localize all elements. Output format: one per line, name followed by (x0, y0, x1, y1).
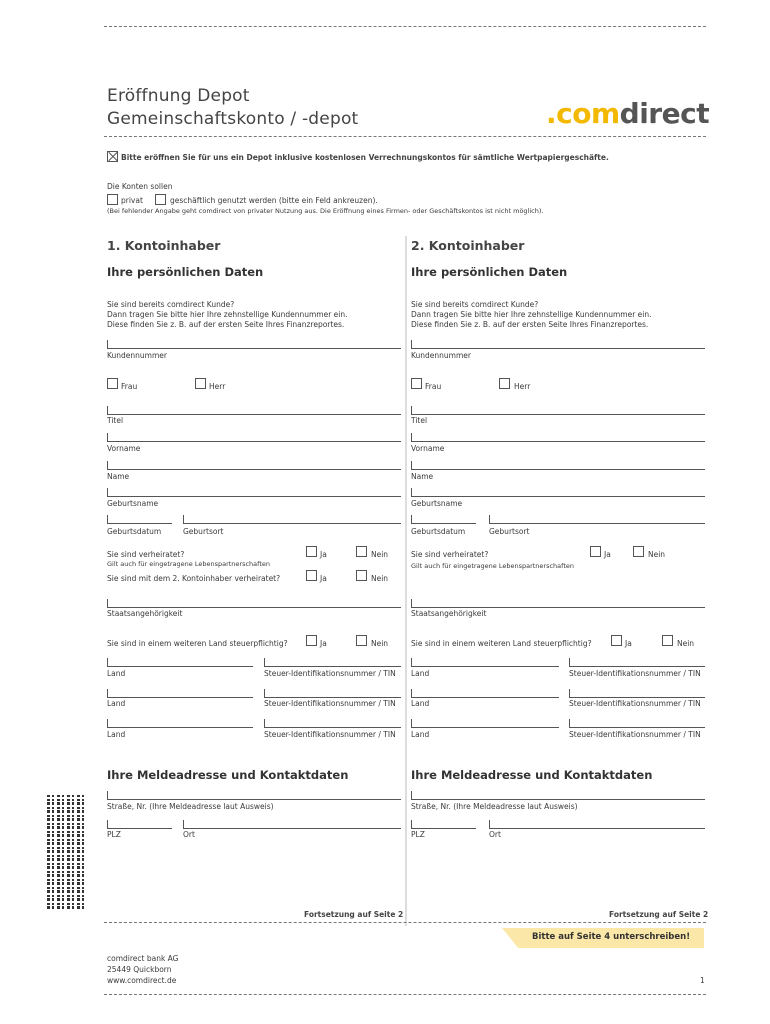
staat-field[interactable] (411, 599, 705, 608)
logo-dot: . (546, 97, 557, 130)
bottom-divider (104, 922, 706, 923)
footer-city: 25449 Quickborn (107, 965, 172, 974)
herr-label: Herr (209, 382, 226, 391)
customer-question: Sie sind bereits comdirect Kunde? (411, 300, 539, 309)
personal-data-heading: Ihre persönlichen Daten (411, 265, 568, 279)
usage-label: Die Konten sollen (107, 182, 173, 191)
staat-field[interactable] (107, 599, 401, 608)
land-field[interactable] (411, 658, 559, 667)
vorname-label: Vorname (107, 444, 141, 453)
plz-field[interactable] (107, 820, 172, 829)
nein-label: Nein (371, 639, 389, 648)
personal-data-heading: Ihre persönlichen Daten (107, 265, 264, 279)
geburtsdatum-field[interactable] (107, 515, 172, 524)
customer-hint: Diese finden Sie z. B. auf der ersten Seite Ihres Finanzreportes. (107, 320, 345, 329)
name-field[interactable] (411, 461, 705, 470)
steuer-question: Sie sind in einem weiteren Land steuerpflichtig? (107, 639, 288, 648)
lebenspartner-note: Gilt auch für eingetragene Lebenspartnerschaften (411, 562, 574, 570)
name-label: Name (107, 472, 130, 481)
vorname-field[interactable] (411, 433, 705, 442)
land-label: Land (107, 669, 126, 678)
geburtsname-field[interactable] (107, 488, 401, 497)
titel-label: Titel (107, 416, 124, 425)
logo-direct: direct (619, 97, 710, 130)
geburtsdatum-field[interactable] (411, 515, 476, 524)
verheiratet-ja-checkbox[interactable] (590, 546, 601, 557)
ja-label: Ja (320, 639, 327, 648)
name-field[interactable] (107, 461, 401, 470)
lebenspartner-note: Gilt auch für eingetragene Lebenspartnerschaften (107, 560, 270, 568)
ort-label: Ort (183, 830, 195, 839)
logo-com: com (556, 97, 620, 130)
strasse-label: Straße, Nr. (Ihre Meldeadresse laut Ausweis) (411, 802, 578, 811)
tin-label: Steuer-Identifikationsnummer / TIN (264, 699, 396, 708)
plz-label: PLZ (107, 830, 121, 839)
datamatrix-code-pattern (47, 795, 85, 909)
frau-label: Frau (121, 382, 138, 391)
tin-label: Steuer-Identifikationsnummer / TIN (264, 730, 396, 739)
strasse-field[interactable] (411, 791, 705, 800)
kundennummer-field[interactable] (107, 340, 401, 349)
land-field[interactable] (411, 689, 559, 698)
land-label: Land (411, 669, 430, 678)
ja-label: Ja (320, 550, 327, 559)
kundennummer-label: Kundennummer (107, 351, 167, 360)
vorname-field[interactable] (107, 433, 401, 442)
privat-checkbox[interactable] (107, 194, 118, 205)
titel-field[interactable] (107, 406, 401, 415)
signature-banner-text: Bitte auf Seite 4 unterschreiben! (532, 932, 691, 942)
nein-label: Nein (648, 550, 666, 559)
plz-field[interactable] (411, 820, 476, 829)
privat-label: privat (121, 196, 143, 205)
tin-label: Steuer-Identifikationsnummer / TIN (569, 669, 701, 678)
customer-instruction: Dann tragen Sie bitte hier Ihre zehnstellige Kundennummer ein. (107, 310, 348, 319)
frau-label: Frau (425, 382, 442, 391)
frau-checkbox[interactable] (411, 378, 422, 389)
ja-label: Ja (625, 639, 632, 648)
geburtsort-field[interactable] (183, 515, 401, 524)
tin-label: Steuer-Identifikationsnummer / TIN (569, 730, 701, 739)
form-title-line2: Gemeinschaftskonto / -depot (107, 109, 359, 129)
holder-1-heading: 1. Kontoinhaber (107, 238, 221, 253)
name-label: Name (411, 472, 434, 481)
verheiratet-nein-checkbox[interactable] (633, 546, 644, 557)
tin-field[interactable] (264, 719, 401, 728)
ja-label: Ja (604, 550, 611, 559)
ort-field[interactable] (489, 820, 705, 829)
business-checkbox[interactable] (155, 194, 166, 205)
strasse-label: Straße, Nr. (Ihre Meldeadresse laut Ausweis) (107, 802, 274, 811)
verheiratet-ja-checkbox[interactable] (306, 546, 317, 557)
geburtsname-label: Geburtsname (411, 499, 463, 508)
geburtsort-label: Geburtsort (489, 527, 530, 536)
nein-label: Nein (677, 639, 695, 648)
comdirect-logo (546, 97, 709, 130)
steuer-question: Sie sind in einem weiteren Land steuerpflichtig? (411, 639, 592, 648)
contact-heading: Ihre Meldeadresse und Kontaktdaten (411, 768, 653, 782)
herr-label: Herr (514, 382, 531, 391)
land-field[interactable] (107, 658, 253, 667)
tin-field[interactable] (264, 689, 401, 698)
land-field[interactable] (107, 719, 253, 728)
steuer-nein-checkbox[interactable] (662, 635, 673, 646)
vorname-label: Vorname (411, 444, 445, 453)
form-title-line1: Eröffnung Depot (107, 86, 250, 106)
kundennummer-field[interactable] (411, 340, 705, 349)
land-field[interactable] (411, 719, 559, 728)
steuer-ja-checkbox[interactable] (611, 635, 622, 646)
land-label: Land (107, 699, 126, 708)
intro-text: Bitte eröffnen Sie für uns ein Depot inklusive kostenlosen Verrechnungskontos für sämtliche Wertpapiergeschäfte. (121, 153, 609, 162)
geburtsdatum-label: Geburtsdatum (411, 527, 466, 536)
page-number: 1 (700, 976, 705, 985)
tin-field[interactable] (264, 658, 401, 667)
geburtsdatum-label: Geburtsdatum (107, 527, 162, 536)
ort-label: Ort (489, 830, 501, 839)
footer-web[interactable]: www.comdirect.de (107, 976, 177, 985)
steuer-ja-checkbox[interactable] (306, 635, 317, 646)
holder-2-heading: 2. Kontoinhaber (411, 238, 525, 253)
footer-company: comdirect bank AG (107, 954, 179, 963)
mit-inhaber-ja-checkbox[interactable] (306, 570, 317, 581)
ja-label: Ja (320, 574, 327, 583)
nein-label: Nein (371, 550, 389, 559)
tin-label: Steuer-Identifikationsnummer / TIN (569, 699, 701, 708)
business-label: geschäftlich genutzt werden (bitte ein Feld ankreuzen). (170, 196, 378, 205)
depot-checkbox-checked[interactable] (107, 151, 118, 162)
nein-label: Nein (371, 574, 389, 583)
customer-hint: Diese finden Sie z. B. auf der ersten Seite Ihres Finanzreportes. (411, 320, 649, 329)
titel-label: Titel (411, 416, 428, 425)
titel-field[interactable] (411, 406, 705, 415)
customer-question: Sie sind bereits comdirect Kunde? (107, 300, 235, 309)
fortsetzung-text: Fortsetzung auf Seite 2 (304, 910, 404, 919)
frau-checkbox[interactable] (107, 378, 118, 389)
header-divider (104, 136, 706, 137)
tin-label: Steuer-Identifikationsnummer / TIN (264, 669, 396, 678)
contact-heading: Ihre Meldeadresse und Kontaktdaten (107, 768, 349, 782)
customer-instruction: Dann tragen Sie bitte hier Ihre zehnstellige Kundennummer ein. (411, 310, 652, 319)
herr-checkbox[interactable] (499, 378, 510, 389)
mit-inhaber-question: Sie sind mit dem 2. Kontoinhaber verheiratet? (107, 574, 281, 583)
land-label: Land (107, 730, 126, 739)
tin-field[interactable] (569, 689, 705, 698)
usage-note: (Bei fehlender Angabe geht comdirect von privater Nutzung aus. Die Eröffnung eines Firmen- oder Geschäftskontos ist nicht möglich). (107, 207, 544, 215)
footer-divider (104, 994, 706, 995)
verheiratet-nein-checkbox[interactable] (356, 546, 367, 557)
staat-label: Staatsangehörigkeit (411, 609, 487, 618)
land-label: Land (411, 699, 430, 708)
strasse-field[interactable] (107, 791, 401, 800)
staat-label: Staatsangehörigkeit (107, 609, 183, 618)
verheiratet-question: Sie sind verheiratet? (107, 550, 185, 559)
land-field[interactable] (107, 689, 253, 698)
tin-field[interactable] (569, 658, 705, 667)
steuer-nein-checkbox[interactable] (356, 635, 367, 646)
verheiratet-question: Sie sind verheiratet? (411, 550, 489, 559)
tin-field[interactable] (569, 719, 705, 728)
geburtsort-field[interactable] (489, 515, 705, 524)
plz-label: PLZ (411, 830, 425, 839)
column-separator (405, 236, 407, 926)
top-divider (104, 26, 706, 27)
herr-checkbox[interactable] (195, 378, 206, 389)
geburtsort-label: Geburtsort (183, 527, 224, 536)
mit-inhaber-nein-checkbox[interactable] (356, 570, 367, 581)
fortsetzung-text: Fortsetzung auf Seite 2 (609, 910, 709, 919)
geburtsname-label: Geburtsname (107, 499, 159, 508)
land-label: Land (411, 730, 430, 739)
ort-field[interactable] (183, 820, 401, 829)
kundennummer-label: Kundennummer (411, 351, 471, 360)
geburtsname-field[interactable] (411, 488, 705, 497)
